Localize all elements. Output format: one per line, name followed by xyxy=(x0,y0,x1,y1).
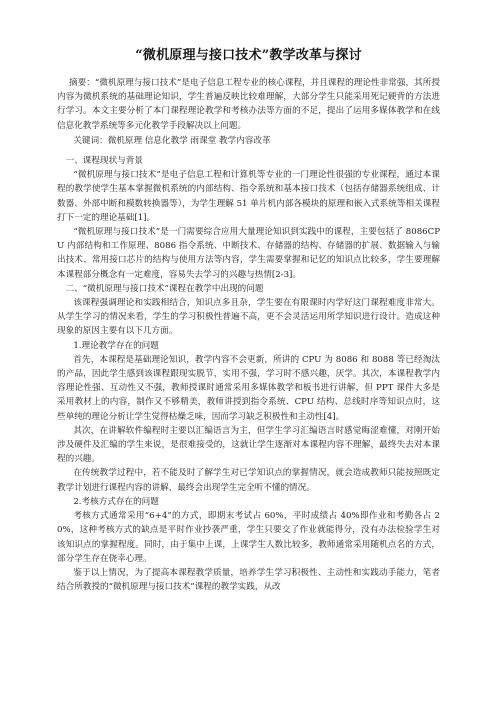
body-paragraph: 鉴于以上情况，为了提高本课程教学质量，培养学生学习积极性、主动性和实践动手能力，笔者结合所教授的“微机原理与接口技术”课程的教学实践，从改 xyxy=(57,567,440,593)
abstract: 摘要：“微机原理与接口技术”是电子信息工程专业的核心课程，并且课程的理论性非常强，其所授内容为微机系统的基础理论知识，学生普遍反映比较难理解，大部分学生只能采用死记硬背的方法进行学习。本文主要分析了本门课程理论教学和考核办法等方面的不足，提出了运用多媒体教学和在线信息化教学系统等多元化教学手段解决以上问题。 xyxy=(57,78,440,131)
body-paragraph: 其次，在讲解软件编程时主要以汇编语言为主，但学生学习汇编语言时感觉晦涩难懂，对刚开始涉及硬件及汇编的学生来说，是很难接受的，这就让学生逐渐对本课程内容不理解，最终失去对本课程的兴趣。 xyxy=(57,425,440,465)
body-paragraph: 首先，本课程是基础理论知识，教学内容不会更新，所讲的 CPU 为 8086 和 8088 等已经淘汰的产品，因此学生感到该课程跟现实脱节，实用不强，学习时不感兴趣，厌学。其次，本课程教学内容理论性强、互动性又不强，教师授课时通常采用多媒体教学和板书进行讲解，但 PPT 课件大多是采用教材上的内容，制作又不够精美，教师讲授到指令系统、CPU 结构、总线时序等知识点时，这些单纯的理论分析让学生觉得枯燥乏味，因而学习缺乏积极性和主动性[4]。 xyxy=(57,354,440,422)
body-paragraph: “微机原理与接口技术”是电子信息工程和计算机等专业的一门理论性很强的专业课程，通过本课程的教学使学生基本掌握微机系统的内部结构、指令系统和基本接口技术（包括存储器系统组成、计数器、外部中断和模数转换器等），为学生理解 51 单片机内部各模块的原理和嵌入式系统等相关课程打下一定的理论基础[1]。 xyxy=(57,170,440,223)
body-paragraph: 考核方式通常采用“6+4”的方式，即期末考试占 60%，平时成绩占 40%即作业和考勤各占 20%，这种考核方式的缺点是平时作业抄袭严重，学生只要交了作业就能得分，没有办法检验学生对该知识点的掌握程度。同时，由于集中上课，上课学生人数比较多，教师通常采用随机点名的方式，部分学生存在侥幸心理。 xyxy=(57,511,440,564)
subsection-heading-1: 1.理论教学存在的问题 xyxy=(73,340,159,351)
subsection-heading-2: 2.考核方式存在的问题 xyxy=(73,496,159,507)
body-paragraph: 在传统教学过程中，若不能及时了解学生对已学知识点的掌握情况，就会造成教师只能按照既定教学计划进行课程内容的讲解，最终会出现学生完全听不懂的情况。 xyxy=(57,468,440,493)
body-paragraph: “微机原理与接口技术”是一门需要综合应用大量理论知识到实践中的课程，主要包括了 8086CPU 内部结构和工作原理、8086 指令系统、中断技术、存储器的结构、存储器的扩展、数据输入与输出技术、常用接口芯片的结构与使用方法等内容，学生需要掌握和记忆的知识点比较多，学生要理解本课程部分概念有一定难度，容易失去学习的兴趣与热情[2-3]。 xyxy=(57,227,440,280)
keywords: 关键词：微机原理 信息化教学 雨课堂 教学内容改革 xyxy=(73,135,271,146)
paper-title: “微机原理与接口技术”教学改革与探讨 xyxy=(135,48,362,63)
section-heading-1: 一、课程现状与背景 xyxy=(65,156,143,167)
body-paragraph: 该课程强调理论和实践相结合，知识点多且杂，学生要在有限课时内学好这门课程难度非常大。从学生学习的情况来看，学生的学习积极性普遍不高，更不会灵活运用所学知识进行设计。造成这种现象的原因主要有以下几方面。 xyxy=(57,298,440,337)
section-heading-2: 二、“微机原理与接口技术”课程在教学中出现的问题 xyxy=(65,283,264,294)
